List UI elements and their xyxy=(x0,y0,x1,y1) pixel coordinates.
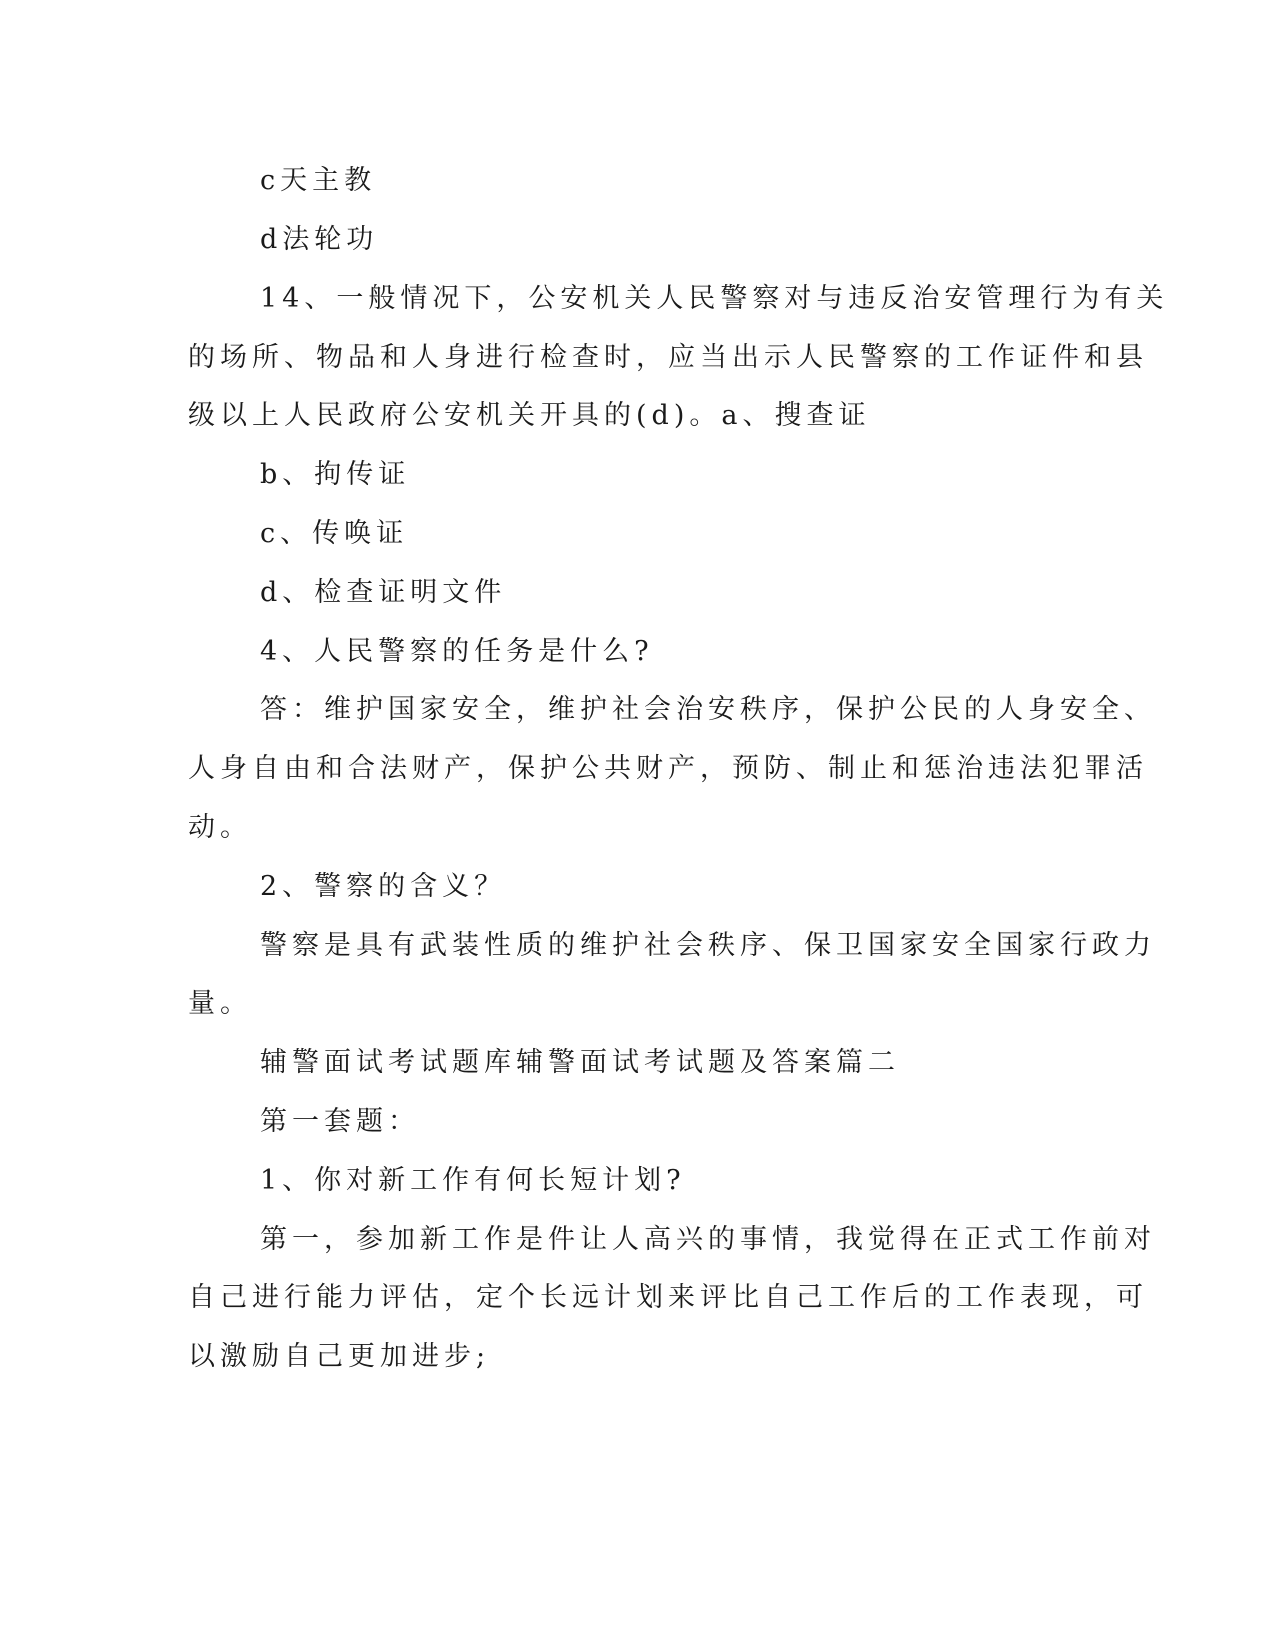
question-14-line-3: 级以上人民政府公安机关开具的(d)。a、搜查证 xyxy=(188,400,871,431)
option-b-summons-warrant: b、拘传证 xyxy=(260,459,411,490)
question-14-line-2: 的场所、物品和人身进行检查时，应当出示人民警察的工作证件和县 xyxy=(188,342,1148,373)
question-2-heading: 2、警察的含义？ xyxy=(260,871,507,902)
option-c-subpoena: c、传唤证 xyxy=(260,518,409,549)
set-one-heading: 第一套题： xyxy=(260,1106,420,1137)
question-1-heading: 1、你对新工作有何长短计划? xyxy=(260,1165,686,1196)
question-4-heading: 4、人民警察的任务是什么? xyxy=(260,636,654,667)
answer-1-line-3: 以激励自己更加进步; xyxy=(188,1341,491,1372)
answer-4-line-1: 答：维护国家安全，维护社会治安秩序，保护公民的人身安全、 xyxy=(260,694,1156,725)
question-14-line-1: 14、一般情况下，公安机关人民警察对与违反治安管理行为有关 xyxy=(260,283,1169,314)
answer-2-line-1: 警察是具有武装性质的维护社会秩序、保卫国家安全国家行政力 xyxy=(260,930,1156,961)
option-d-inspection-certificate: d、检查证明文件 xyxy=(260,577,507,608)
answer-4-line-3: 动。 xyxy=(188,812,252,843)
answer-1-line-1: 第一，参加新工作是件让人高兴的事情，我觉得在正式工作前对 xyxy=(260,1224,1156,1255)
answer-1-line-2: 自己进行能力评估，定个长远计划来评比自己工作后的工作表现，可 xyxy=(188,1282,1148,1313)
option-d-falungong: d法轮功 xyxy=(260,224,379,255)
option-c-catholicism: c天主教 xyxy=(260,165,377,196)
answer-4-line-2: 人身自由和合法财产，保护公共财产，预防、制止和惩治违法犯罪活 xyxy=(188,753,1148,784)
section-title: 辅警面试考试题库辅警面试考试题及答案篇二 xyxy=(260,1047,900,1078)
answer-2-line-2: 量。 xyxy=(188,988,252,1019)
